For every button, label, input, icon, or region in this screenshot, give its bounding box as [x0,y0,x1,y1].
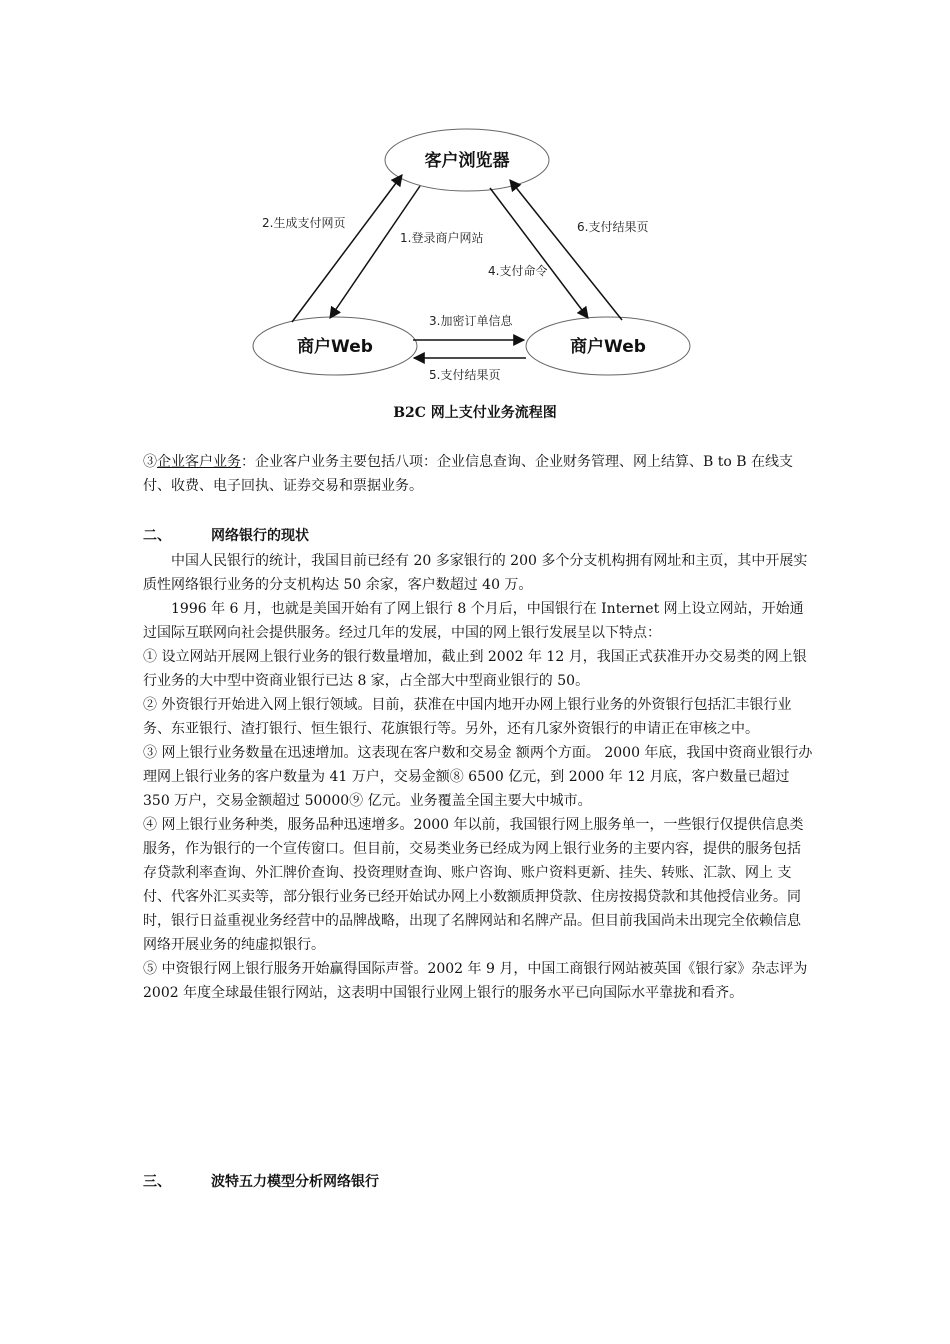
node-browser [385,129,549,191]
section-2-body [143,549,813,1005]
edge-2-line [292,175,402,322]
edge-6-line [510,180,622,320]
edge-4-line [490,188,588,318]
edge-4-label: 4.支付命令 [488,264,548,278]
diagram-caption: B2C 网上支付业务流程图 [393,405,557,421]
section-2-item-3: ③ 网上银行业务数量在迅速增加。这表现在客户数和交易金 额两个方面。 2000 年底，我国中资商业银行办理网上银行业务的客户数量为 41 万户，交易金额⑧ 6500 亿元，到 2000 年 12 月底，客户数量已超过 350 万户，交易金额超过 50000⑨ 亿元。业务覆盖全国主要大中城市。 [143,745,813,809]
section-2-item-5: ⑤ 中资银行网上银行服务开始赢得国际声誉。2002 年 9 月，中国工商银行网站被英国《银行家》杂志评为 2002 年度全球最佳银行网站，这表明中国银行业网上银行的服务水平已向国际水平靠拢和看齐。 [143,961,808,1001]
section-2-heading [143,524,813,548]
edge-1-label: 1.登录商户网站 [400,231,484,245]
section-2-paragraph-1: 中国人民银行的统计，我国目前已经有 20 多家银行的 200 多个分支机构拥有网址和主页，其中开展实质性网络银行业务的分支机构达 50 余家，客户数超过 40 万。 [143,553,808,593]
node-merchant-right-label: 商户Web [570,337,646,357]
edge-2-label: 2.生成支付网页 [262,216,346,230]
enterprise-label: 企业客户业务 [157,454,241,470]
section-3-title: 波特五力模型分析网络银行 [211,1174,379,1190]
section-2-number: 二、 [143,528,171,544]
enterprise-text: ：企业客户业务主要包括八项：企业信息查询、企业财务管理、网上结算、B to B 在线支付、收费、电子回执、证券交易和票据业务。 [143,454,793,494]
section-3-number: 三、 [143,1174,171,1190]
node-merchant-left [253,317,417,375]
section-2-item-4: ④ 网上银行业务种类，服务品种迅速增多。2000 年以前，我国银行网上服务单一，一些银行仅提供信息类服务，作为银行的一个宣传窗口。但目前，交易类业务已经成为网上银行业务的主要内容，提供的服务包括存贷款利率查询、外汇牌价查询、投资理财查询、账户咨询、账户资料更新、挂失、转账、汇款、网上 支付、代客外汇买卖等，部分银行业务已经开始试办网上小数额质押贷款、住房按揭贷款和其他授信业务。同时，银行日益重视业务经营中的品牌战略，出现了名牌网站和名牌产品。但目前我国尚未出现完全依赖信息网络开展业务的纯虚拟银行。 [143,817,804,953]
edge-5-label: 5.支付结果页 [429,368,501,382]
section-2-item-1: ① 设立网站开展网上银行业务的银行数量增加，截止到 2002 年 12 月，我国正式获准开办交易类的网上银行业务的大中型中资商业银行已达 8 家，占全部大中型商业银行的 50。 [143,649,807,689]
section-2-item-2: ② 外资银行开始进入网上银行领域。目前，获准在中国内地开办网上银行业务的外资银行包括汇丰银行业务、东亚银行、渣打银行、恒生银行、花旗银行等。另外，还有几家外资银行的申请正在审核之中。 [143,697,792,737]
node-merchant-right [526,317,690,375]
section-2-title: 网络银行的现状 [211,528,309,544]
edge-6-label: 6.支付结果页 [577,220,649,234]
node-merchant-left-label: 商户Web [297,337,373,357]
node-browser-label: 客户浏览器 [424,151,510,171]
section-2-paragraph-2: 1996 年 6 月，也就是美国开始有了网上银行 8 个月后，中国银行在 Internet 网上设立网站，开始通过国际互联网向社会提供服务。经过几年的发展，中国的网上银行发展呈以下特点： [143,601,804,641]
section-3-heading [143,1170,813,1194]
b2c-payment-flow-diagram [0,0,950,400]
enterprise-business-paragraph [143,450,813,498]
enterprise-marker: ③ [143,454,157,470]
edge-3-label: 3.加密订单信息 [429,314,513,328]
